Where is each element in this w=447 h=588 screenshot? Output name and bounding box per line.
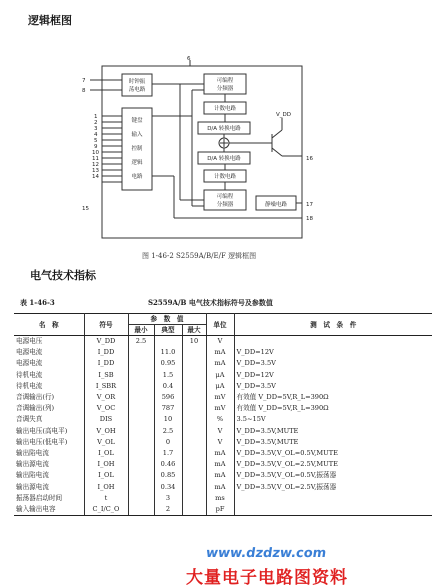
cell-unit: μA (206, 370, 234, 381)
cell-max (182, 482, 206, 493)
cell-unit: mA (206, 358, 234, 369)
cell-sym: I_OH (84, 482, 128, 493)
table-row (14, 470, 432, 481)
cell-cond: V_DD=12V (234, 347, 432, 358)
cell-min (128, 459, 154, 470)
cell-typ: 0.46 (154, 459, 182, 470)
cell-sym: I_DD (84, 358, 128, 369)
cell-max (182, 459, 206, 470)
label-mute: 静噪电路 (264, 202, 288, 208)
table-row (14, 347, 432, 358)
cell-min (128, 437, 154, 448)
pin-15: 15 (82, 206, 89, 212)
label-ctrl-2: 输入 (131, 132, 143, 138)
label-da1: D/A 转换电路 (207, 126, 241, 132)
cell-cond: V_DD=3.5V,MUTE (234, 437, 432, 448)
cell-min (128, 381, 154, 392)
cell-sym: V_OC (84, 403, 128, 414)
spec-table (14, 313, 432, 516)
section-title-logic-diagram: 逻辑框图 (28, 14, 72, 27)
section-title-electrical-specs: 电气技术指标 (30, 269, 96, 282)
cell-sym: C_I/C_O (84, 504, 128, 516)
cell-max (182, 504, 206, 516)
cell-unit: pF (206, 504, 234, 516)
cell-min (128, 493, 154, 504)
cell-min (128, 392, 154, 403)
cell-cond: 有效值 V_DD=5V,R_L=390Ω (234, 392, 432, 403)
cell-unit: mA (206, 347, 234, 358)
cell-min (128, 504, 154, 516)
cell-name: 输出电压(低电平) (16, 437, 68, 446)
cell-cond: V_DD=3.5V,V_OL=2.5V,MUTE (234, 459, 432, 470)
cell-cond: V_DD=3.5V (234, 381, 432, 392)
cell-cond: V_DD=12V (234, 370, 432, 381)
label-da2: D/A 转换电路 (207, 156, 241, 162)
cell-max (182, 493, 206, 504)
cell-unit: μA (206, 381, 234, 392)
cell-min (128, 414, 154, 425)
cell-sym: I_DD (84, 347, 128, 358)
cell-cond: V_DD=3.5V,V_OL=0.5V,振荡器 (234, 470, 432, 481)
table-row (14, 358, 432, 369)
pin-5: 5 (94, 138, 98, 144)
cell-cond: V_DD=3.5V,V_OL=0.5V,MUTE (234, 448, 432, 459)
cell-typ: 1.7 (154, 448, 182, 459)
label-ctrl-3: 控制 (131, 146, 143, 152)
cell-min (128, 358, 154, 369)
header-params: 参 数 值 (128, 314, 206, 325)
cell-unit: mA (206, 459, 234, 470)
table-row (14, 392, 432, 403)
cell-typ: 0.95 (154, 358, 182, 369)
label-osc-2: 荡电路 (128, 87, 146, 93)
label-ctrl-1: 键盘 (131, 118, 143, 124)
cell-unit: mA (206, 470, 234, 481)
table-label: 表 1-46-3 (20, 298, 55, 307)
cell-max: 10 (182, 336, 206, 348)
cell-max (182, 347, 206, 358)
table-row (14, 504, 432, 516)
cell-unit: mA (206, 482, 234, 493)
cell-max (182, 437, 206, 448)
cell-min (128, 370, 154, 381)
cell-unit: V (206, 426, 234, 437)
pin-18: 18 (306, 216, 313, 222)
cell-unit: V (206, 437, 234, 448)
pin-vdd: V_DD (276, 112, 291, 118)
watermark-text: 大量电子电路图资料 (186, 568, 348, 588)
cell-sym: t (84, 493, 128, 504)
cell-name: 振荡器启动时间 (16, 493, 63, 502)
pin-9: 9 (94, 144, 98, 150)
cell-name: 音调输出(行) (16, 393, 55, 402)
header-max: 最大 (182, 325, 206, 336)
cell-sym: I_OL (84, 448, 128, 459)
label-div2-2: 分频器 (216, 202, 234, 208)
cell-name: 音调失真 (16, 415, 43, 424)
cell-sym: I_OH (84, 459, 128, 470)
cell-min (128, 347, 154, 358)
cell-cond: V_DD=3.5V,MUTE (234, 426, 432, 437)
cell-sym: I_SB (84, 370, 128, 381)
cell-cond: V_DD=3.5V (234, 358, 432, 369)
pin-4: 4 (94, 132, 98, 138)
pin-17: 17 (306, 202, 313, 208)
cell-min (128, 448, 154, 459)
cell-max (182, 470, 206, 481)
cell-cond (234, 504, 432, 516)
cell-typ: 787 (154, 403, 182, 414)
pin-6: 6 (187, 56, 191, 62)
cell-typ: 0.34 (154, 482, 182, 493)
cell-sym: V_OL (84, 437, 128, 448)
cell-typ: 2.5 (154, 426, 182, 437)
header-typ: 典型 (154, 325, 182, 336)
cell-name: 输出源电流 (16, 460, 49, 469)
cell-max (182, 358, 206, 369)
cell-cond: V_DD=3.5V,V_OL=2.5V,振荡器 (234, 482, 432, 493)
header-name: 名 称 (14, 314, 84, 336)
label-cnt1: 计数电路 (213, 106, 237, 112)
cell-unit: V (206, 336, 234, 348)
cell-typ: 0 (154, 437, 182, 448)
cell-min (128, 482, 154, 493)
cell-name: 待机电流 (16, 370, 43, 379)
pin-7: 7 (82, 78, 86, 84)
cell-unit: ms (206, 493, 234, 504)
cell-typ: 0.4 (154, 381, 182, 392)
cell-name: 待机电流 (16, 381, 43, 390)
pin-12: 12 (92, 162, 99, 168)
header-symbol: 符号 (84, 314, 128, 336)
cell-name: 电源电流 (16, 348, 43, 357)
table-row (14, 482, 432, 493)
cell-sym: DIS (84, 414, 128, 425)
cell-max (182, 381, 206, 392)
cell-name: 输出电压(高电平) (16, 426, 68, 435)
cell-max (182, 426, 206, 437)
cell-sym: I_SBR (84, 381, 128, 392)
cell-sym: V_OH (84, 426, 128, 437)
cell-name: 输出陷电流 (16, 471, 49, 480)
cell-name: 电源电压 (16, 337, 43, 345)
header-cond: 测 试 条 件 (234, 314, 432, 336)
watermark-url: www.dzdzw.com (204, 546, 328, 561)
cell-typ: 3 (154, 493, 182, 504)
cell-min (128, 403, 154, 414)
pin-2: 2 (94, 120, 98, 126)
cell-name: 输入输出电容 (14, 504, 84, 516)
cell-unit: % (206, 414, 234, 425)
header-min: 最小 (128, 325, 154, 336)
cell-unit: mV (206, 403, 234, 414)
cell-unit: mV (206, 392, 234, 403)
label-div1-1: 可编程 (216, 78, 234, 84)
table-row (14, 370, 432, 381)
cell-typ: 1.5 (154, 370, 182, 381)
cell-typ: 0.85 (154, 470, 182, 481)
pin-10: 10 (92, 150, 99, 156)
cell-typ: 10 (154, 414, 182, 425)
pin-13: 13 (92, 168, 99, 174)
cell-typ: 2 (154, 504, 182, 516)
cell-name: 电源电流 (16, 359, 43, 368)
label-ctrl-5: 电路 (131, 174, 143, 180)
table-row (14, 459, 432, 470)
label-cnt2: 计数电路 (213, 174, 237, 180)
cell-cond: 有效值 V_DD=5V,R_L=390Ω (234, 403, 432, 414)
pin-11: 11 (92, 156, 99, 162)
label-div1-2: 分频器 (216, 86, 234, 92)
cell-cond (234, 493, 432, 504)
header-unit: 单位 (206, 314, 234, 336)
cell-name: 输出陷电流 (16, 449, 49, 458)
cell-cond: 3.5~15V (234, 414, 432, 425)
cell-typ: 596 (154, 392, 182, 403)
cell-sym: I_OL (84, 470, 128, 481)
cell-typ: 11.0 (154, 347, 182, 358)
cell-typ (154, 336, 182, 348)
cell-max (182, 392, 206, 403)
cell-min (128, 470, 154, 481)
table-row (14, 336, 432, 348)
pin-16: 16 (306, 156, 313, 162)
label-div2-1: 可编程 (216, 194, 234, 200)
cell-name: 音调输出(列) (16, 404, 55, 413)
cell-min (128, 426, 154, 437)
cell-cond (234, 336, 432, 348)
cell-max (182, 403, 206, 414)
pin-3: 3 (94, 126, 98, 132)
cell-max (182, 370, 206, 381)
table-title: S2559A/B 电气技术指标符号及参数值 (148, 298, 273, 307)
cell-sym: V_OR (84, 392, 128, 403)
label-ctrl-4: 逻辑 (131, 160, 143, 166)
table-row (14, 414, 432, 425)
cell-name: 输出源电流 (16, 482, 49, 491)
table-row (14, 437, 432, 448)
cell-max (182, 448, 206, 459)
cell-min: 2.5 (128, 336, 154, 348)
label-osc-1: 时钟振 (128, 79, 146, 85)
pin-14: 14 (92, 174, 99, 180)
pin-1: 1 (94, 114, 98, 120)
pin-8: 8 (82, 88, 86, 94)
table-row (14, 493, 432, 504)
cell-sym: V_DD (84, 336, 128, 348)
cell-unit: mA (206, 448, 234, 459)
logic-block-diagram (80, 56, 340, 246)
table-row (14, 448, 432, 459)
table-row (14, 381, 432, 392)
cell-max (182, 414, 206, 425)
table-row (14, 403, 432, 414)
figure-caption: 图 1-46-2 S2559A/B/E/F 逻辑框图 (142, 252, 257, 260)
table-row (14, 426, 432, 437)
